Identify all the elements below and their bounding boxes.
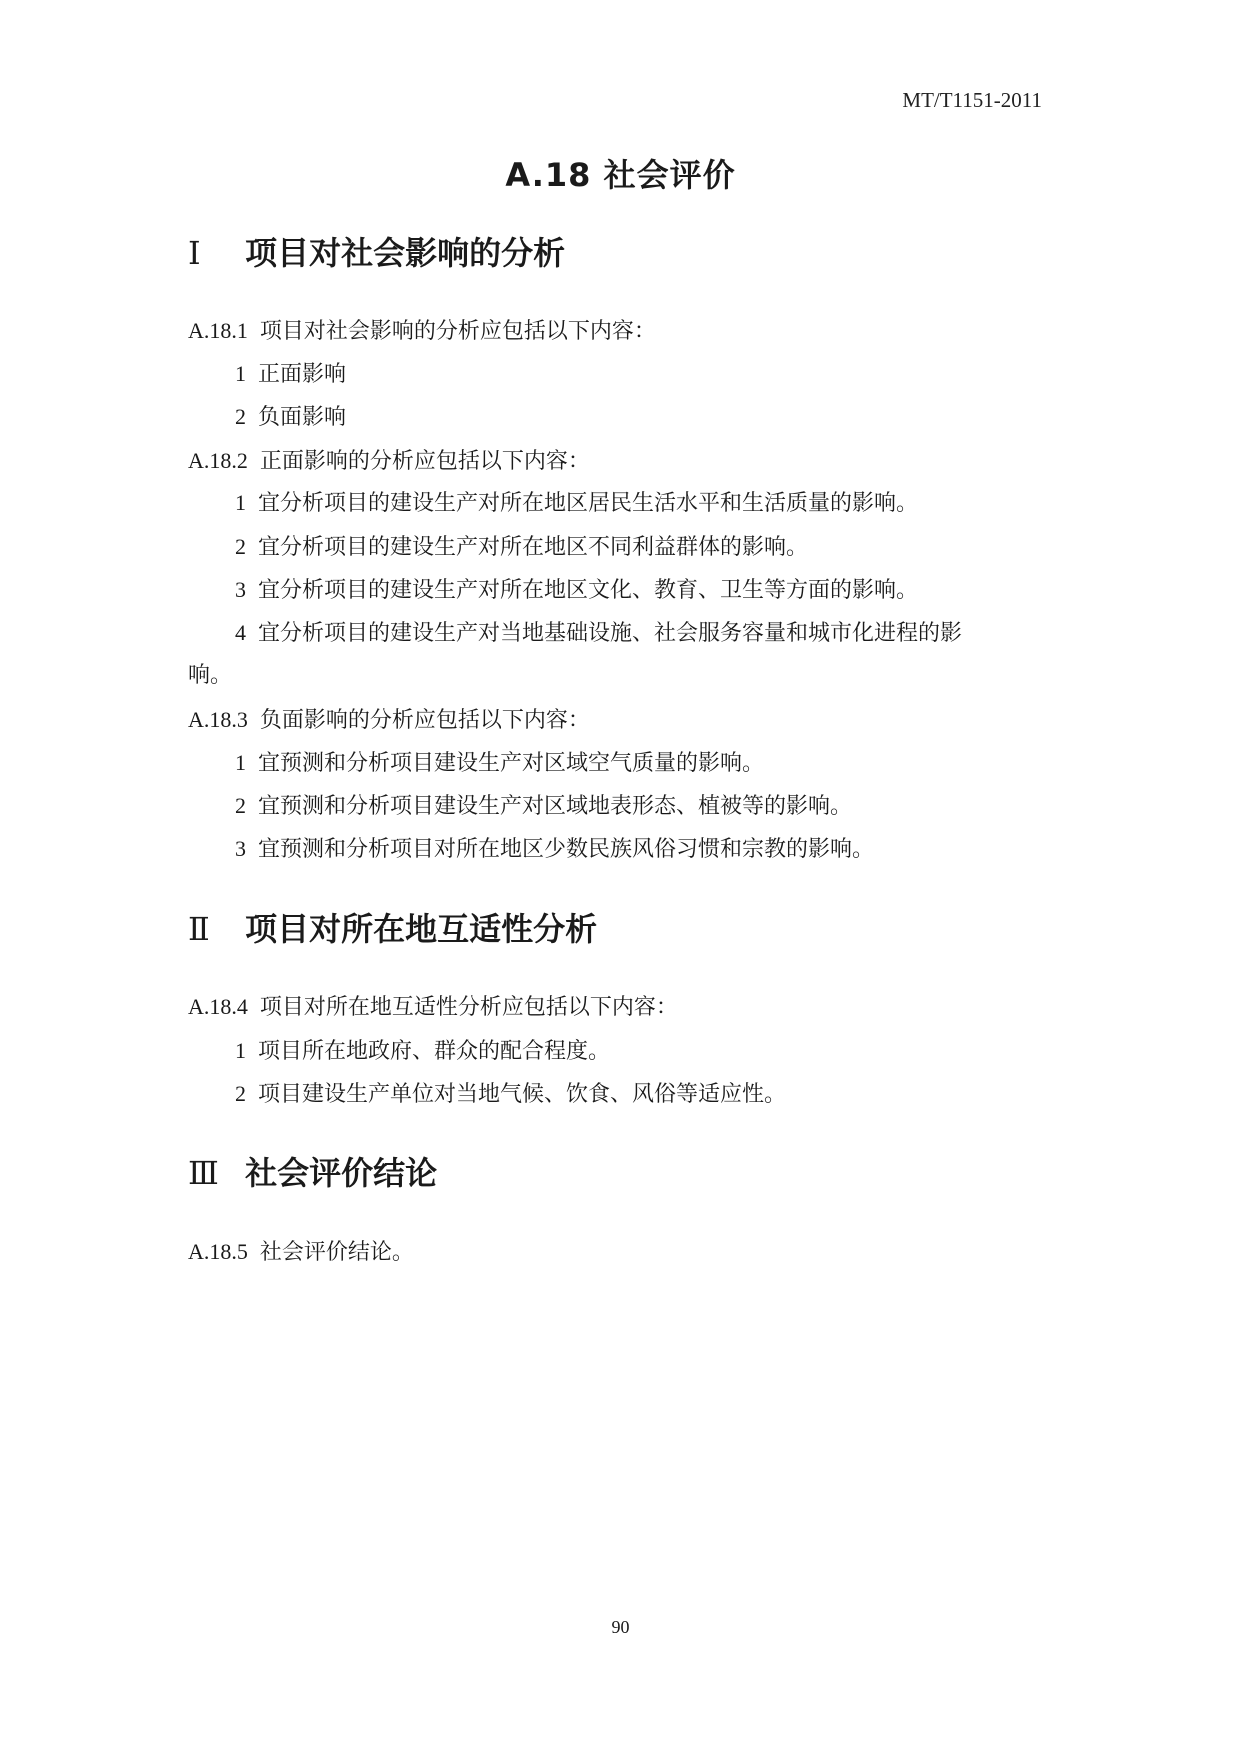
clause-a18-3 [188, 705, 590, 736]
list-item [235, 834, 874, 865]
item-number: 2 [235, 404, 246, 429]
part-title: 项目对所在地互适性分析 [245, 910, 598, 948]
clause-number: A.18.5 [188, 1239, 248, 1264]
part-title: 项目对社会影响的分析 [245, 234, 566, 272]
item-text: 宜分析项目的建设生产对所在地区文化、教育、卫生等方面的影响。 [258, 578, 919, 603]
list-item [235, 402, 346, 433]
item-number: 4 [235, 620, 246, 645]
clause-number: A.18.2 [188, 448, 248, 473]
item-number: 3 [235, 836, 246, 861]
item-text: 宜分析项目的建设生产对所在地区不同利益群体的影响。 [258, 535, 809, 560]
item-number: 3 [235, 577, 246, 602]
part-numeral: Ⅰ [188, 234, 201, 272]
item-number: 1 [235, 1038, 246, 1063]
page-number: 90 [611, 1617, 630, 1637]
item-continuation: 响。 [188, 663, 233, 688]
list-item [235, 575, 918, 606]
clause-a18-4 [188, 992, 678, 1023]
item-number: 1 [235, 750, 246, 775]
item-text: 宜分析项目的建设生产对当地基础设施、社会服务容量和城市化进程的影 [258, 621, 963, 646]
item-number: 2 [235, 793, 246, 818]
part-heading-1 [188, 228, 565, 274]
item-text: 正面影响 [258, 362, 347, 387]
list-item [235, 618, 962, 649]
list-item [235, 1036, 610, 1067]
item-text: 项目所在地政府、群众的配合程度。 [258, 1039, 611, 1064]
item-number: 2 [235, 534, 246, 559]
clause-a18-1 [188, 316, 656, 347]
part-title: 社会评价结论 [245, 1154, 438, 1192]
clause-text: 项目对所在地互适性分析应包括以下内容： [259, 995, 678, 1020]
item-text: 宜预测和分析项目建设生产对区域地表形态、植被等的影响。 [258, 794, 853, 819]
clause-a18-5 [188, 1237, 414, 1268]
list-item [235, 359, 346, 390]
item-number: 2 [235, 1081, 246, 1106]
item-text: 项目建设生产单位对当地气候、饮食、风俗等适应性。 [258, 1082, 787, 1107]
item-number: 1 [235, 490, 246, 515]
list-item [235, 488, 918, 519]
appendix-title: A.18 社会评价 [505, 156, 736, 194]
part-numeral: Ⅱ [188, 910, 210, 948]
clause-text: 社会评价结论。 [259, 1240, 414, 1265]
clause-text: 负面影响的分析应包括以下内容： [259, 708, 590, 733]
part-heading-3 [188, 1148, 437, 1194]
clause-number: A.18.1 [188, 318, 248, 343]
clause-number: A.18.3 [188, 707, 248, 732]
item-text: 宜分析项目的建设生产对所在地区居民生活水平和生活质量的影响。 [258, 491, 919, 516]
list-item [235, 1079, 786, 1110]
item-number: 1 [235, 361, 246, 386]
part-heading-2 [188, 904, 597, 950]
list-item [235, 791, 852, 822]
part-numeral: Ⅲ [188, 1154, 219, 1192]
clause-text: 项目对社会影响的分析应包括以下内容： [259, 319, 656, 344]
item-text: 负面影响 [258, 405, 347, 430]
list-item [235, 748, 764, 779]
clause-a18-2 [188, 446, 590, 477]
item-text: 宜预测和分析项目对所在地区少数民族风俗习惯和宗教的影响。 [258, 837, 875, 862]
document-code: MT/T1151-2011 [902, 88, 1042, 112]
item-text: 宜预测和分析项目建设生产对区域空气质量的影响。 [258, 751, 765, 776]
list-item [235, 532, 808, 563]
clause-text: 正面影响的分析应包括以下内容： [259, 449, 590, 474]
clause-number: A.18.4 [188, 994, 248, 1019]
